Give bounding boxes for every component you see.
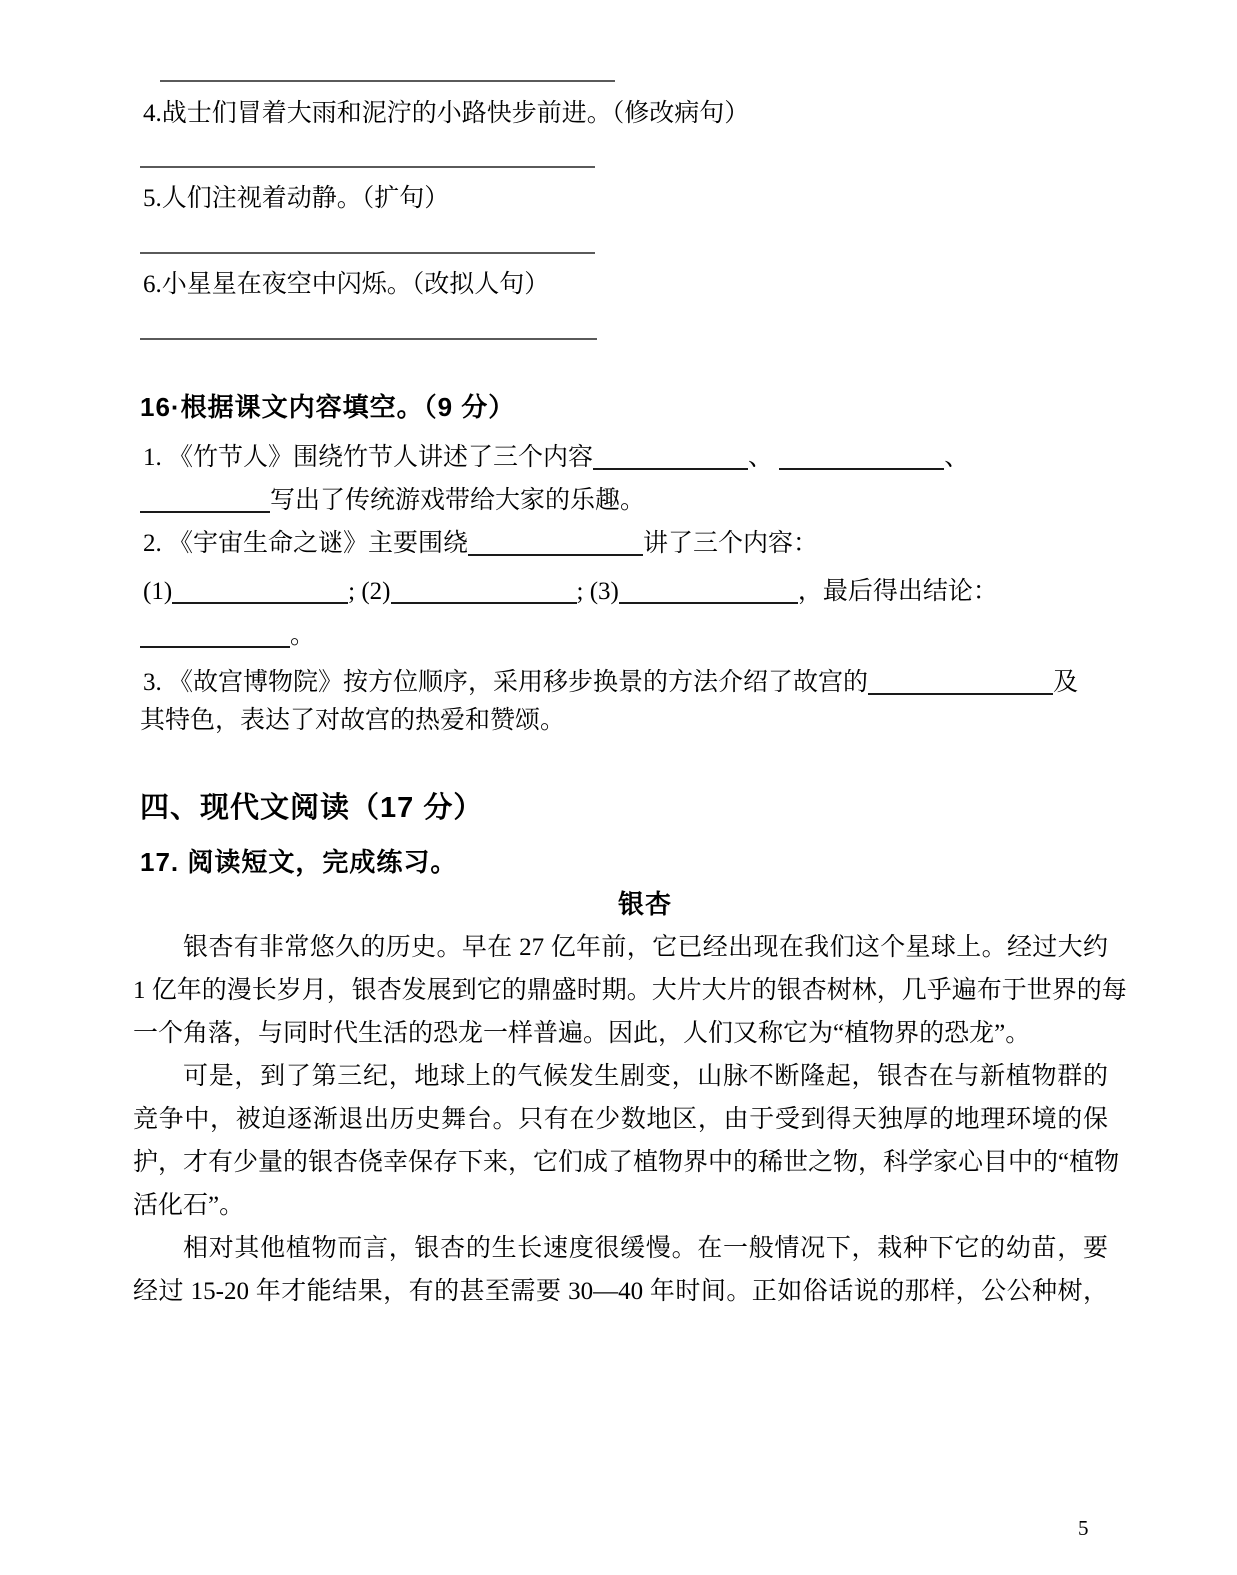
- fill-blank: [172, 577, 348, 604]
- fill-blank: [619, 577, 798, 604]
- passage-line: 经过 15-20 年才能结果，有的甚至需要 30—40 年时间。正如俗话说的那样，公公种树，: [133, 1278, 1108, 1305]
- passage-line: 一个角落，与同时代生活的恐龙一样普遍。因此，人们又称它为“植物界的恐龙”。: [133, 1020, 1031, 1047]
- passage-line: 1 亿年的漫长岁月，银杏发展到它的鼎盛时期。大片大片的银杏树林，几乎遍布于世界的每: [133, 977, 1127, 1004]
- question-6: 6.小星星在夜空中闪烁。（改拟人句）: [143, 271, 550, 298]
- item2-text: ，最后得出结论：: [797, 578, 998, 605]
- fill-item-2-line-3: [140, 621, 315, 651]
- fill-blank: [468, 529, 643, 556]
- answer-line: [140, 166, 595, 168]
- item2-text: 讲了三个内容：: [643, 530, 819, 557]
- fill-blank: [140, 621, 290, 648]
- fill-blank: [593, 443, 748, 470]
- passage-line: 银杏有非常悠久的历史。早在 27 亿年前，它已经出现在我们这个星球上。经过大约: [183, 934, 1108, 961]
- question-5: 5.人们注视着动静。（扩句）: [143, 185, 450, 212]
- item1-text: 1. 《竹节人》围绕竹节人讲述了三个内容: [143, 444, 594, 471]
- passage-line: 护，才有少量的银杏侥幸保存下来，它们成了植物界中的稀世之物，科学家心目中的“植物: [133, 1149, 1120, 1176]
- item1-separator: 、: [944, 444, 970, 471]
- answer-line: [140, 252, 595, 254]
- section4-heading: 四、现代文阅读（17 分）: [140, 792, 484, 824]
- item2-marker: (1): [143, 578, 173, 605]
- fill-item-3-line-2: 其特色，表达了对故宫的热爱和赞颂。: [140, 707, 566, 734]
- passage-line: 活化石”。: [133, 1192, 245, 1219]
- passage-line: 相对其他植物而言，银杏的生长速度很缓慢。在一般情况下，栽种下它的幼苗，要: [183, 1235, 1108, 1262]
- fill-item-2-line-1: [143, 529, 818, 559]
- passage-line: 竞争中，被迫逐渐退出历史舞台。只有在少数地区，由于受到得天独厚的地理环境的保: [133, 1106, 1108, 1133]
- item3-text: 及: [1053, 669, 1079, 696]
- item1-separator: 、: [748, 444, 774, 471]
- fill-blank: [868, 668, 1053, 695]
- passage-title: 银杏: [617, 889, 672, 919]
- item2-marker: ; (3): [576, 578, 619, 605]
- section16-heading: 16·根据课文内容填空。（9 分）: [140, 392, 516, 422]
- answer-line: [160, 80, 615, 82]
- passage-line: 可是，到了第三纪，地球上的气候发生剧变，山脉不断隆起，银杏在与新植物群的: [183, 1063, 1108, 1090]
- fill-blank: [391, 577, 577, 604]
- item2-text: 2. 《宇宙生命之谜》主要围绕: [143, 530, 469, 557]
- fill-blank: [779, 443, 944, 470]
- question-4: 4.战士们冒着大雨和泥泞的小路快步前进。（修改病句）: [143, 100, 750, 127]
- passage-body: [133, 926, 1127, 1313]
- fill-item-1-line-1: [143, 443, 969, 473]
- question-17: 17. 阅读短文，完成练习。: [140, 847, 458, 877]
- fill-item-1-line-2: [140, 486, 645, 516]
- item1-text: 写出了传统游戏带给大家的乐趣。: [270, 487, 646, 514]
- fill-item-3-line-1: [143, 668, 1078, 698]
- fill-blank: [140, 486, 270, 513]
- item2-marker: ; (2): [348, 578, 391, 605]
- item2-text: 。: [290, 622, 316, 649]
- fill-item-2-line-2: [143, 577, 998, 607]
- item3-text: 3. 《故宫博物院》按方位顺序，采用移步换景的方法介绍了故宫的: [143, 669, 869, 696]
- page-number: 5: [1078, 1516, 1089, 1540]
- answer-line: [140, 338, 597, 340]
